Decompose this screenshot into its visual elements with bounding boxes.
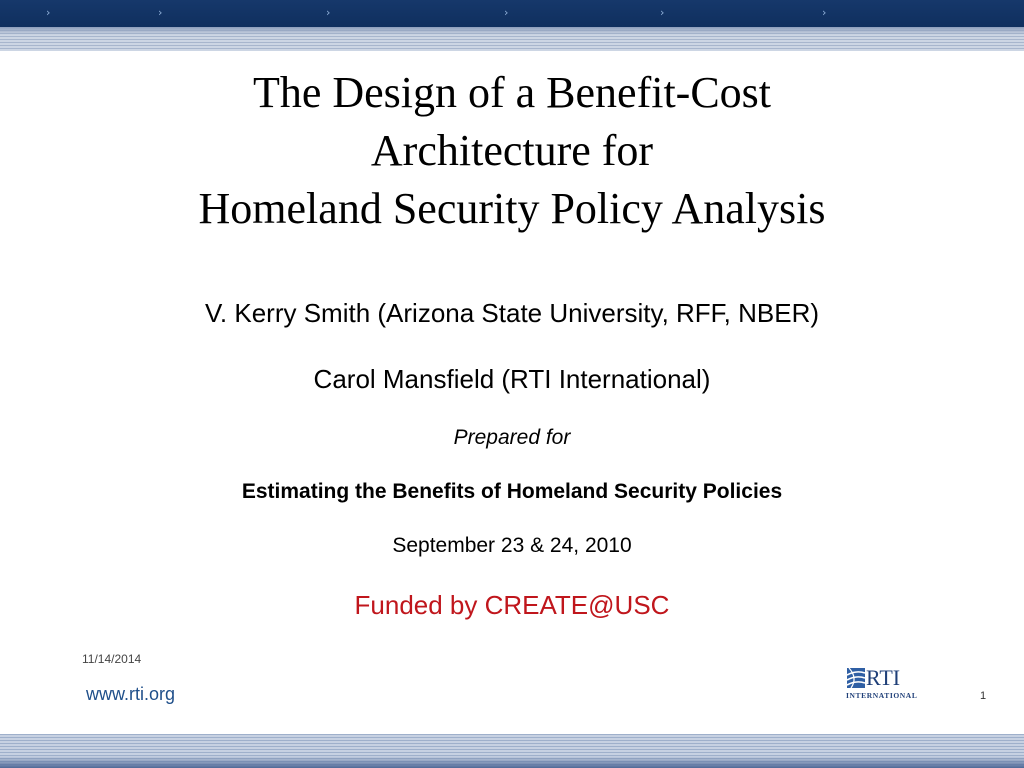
author-mansfield: Carol Mansfield (RTI International)	[313, 364, 711, 394]
logo-wordmark: RTI	[866, 665, 901, 690]
globe-icon	[846, 666, 866, 690]
page-number: 1	[980, 690, 987, 702]
logo-subtext: INTERNATIONAL	[846, 691, 918, 700]
chevron-right-icon: ›	[158, 6, 163, 19]
bottom-banner	[0, 734, 1024, 768]
chevron-right-icon: ›	[46, 6, 51, 19]
chevron-right-icon: ›	[822, 6, 827, 19]
title-line-2: Architecture for	[370, 126, 654, 175]
chevron-right-icon: ›	[326, 6, 331, 19]
footer-date: 11/14/2014	[82, 652, 142, 666]
funding-note: Funded by CREATE@USC	[354, 590, 670, 620]
author-smith: V. Kerry Smith (Arizona State University, RFF, NBER)	[204, 298, 820, 328]
chevron-right-icon: ›	[504, 6, 509, 19]
website-link[interactable]: www.rti.org	[86, 684, 176, 704]
top-banner	[0, 0, 1024, 27]
title-line-3: Homeland Security Policy Analysis	[198, 184, 826, 233]
event-name: Estimating the Benefits of Homeland Security Policies	[241, 480, 783, 503]
chevron-right-icon: ›	[660, 6, 665, 19]
prepared-for-label: Prepared for	[453, 426, 571, 449]
top-stripe-band	[0, 27, 1024, 51]
title-line-1: The Design of a Benefit-Cost	[252, 68, 772, 117]
event-dates: September 23 & 24, 2010	[392, 534, 632, 557]
rti-logo	[846, 666, 926, 702]
slide-title	[0, 64, 1024, 238]
